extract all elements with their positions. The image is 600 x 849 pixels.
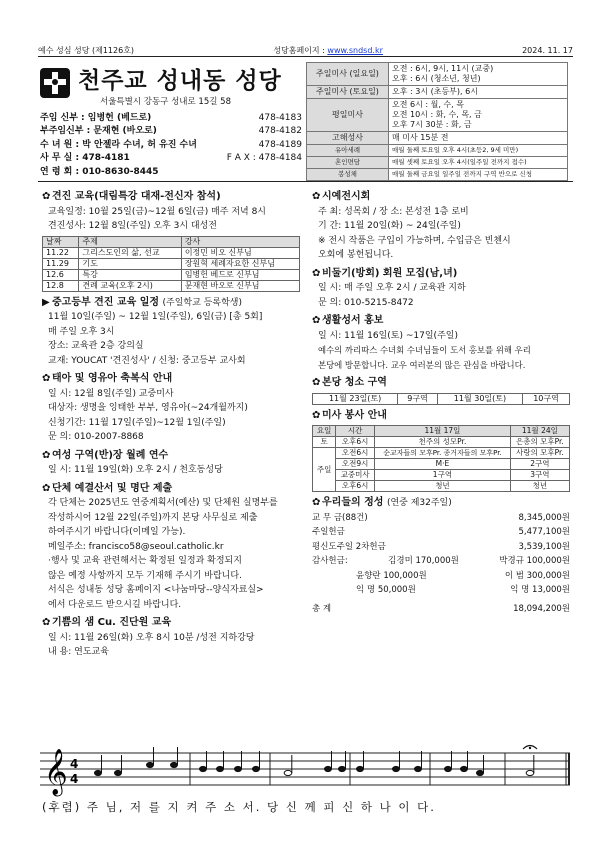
table-row: [313, 437, 570, 448]
text-line: 대상자: 생명을 잉태한 부부, 영유아(~24개월까지): [48, 403, 248, 413]
table-header: 날짜: [43, 236, 79, 247]
text-line: 11월 10일(주일) ~ 12월 1일(주일), 6일(금) [총 5회]: [48, 312, 263, 322]
mass-times: 매월 둘째 토요일 오후 4시(초등2, 9세 미만): [389, 145, 568, 157]
thanks-entry: 익 명 13,000원: [510, 585, 570, 595]
flower-bullet-icon: ✿: [42, 617, 51, 628]
mass-times: [389, 99, 568, 132]
offering-value: 8,345,000원: [518, 512, 570, 523]
text-line: 교육일정: 10월 25일(금)~12월 6일(금) 매주 저녁 8시: [48, 206, 267, 217]
section-title: [312, 376, 570, 391]
table-cell: 이정민 비오 신부님: [181, 247, 299, 258]
flower-bullet-icon: ✿: [42, 191, 51, 202]
staff-role: 사 무 실 : 478-4181: [40, 153, 130, 164]
text-line: 일 시: 11월 26일(화) 오후 8시 10분 /성전 지하강당: [48, 632, 255, 643]
confirmation-schedule-table: [42, 236, 300, 292]
staff-phone: 478-4189: [258, 139, 302, 150]
flower-bullet-icon: ✿: [42, 482, 51, 494]
table-row: [313, 393, 570, 404]
staff-list: [40, 112, 302, 179]
text-line: 교재: YOUCAT '견진성사' / 신청: 중고등부 교사회: [48, 355, 246, 366]
flower-bullet-icon: ✿: [42, 373, 51, 384]
table-cell: 11.29: [43, 258, 79, 269]
section-title: [312, 267, 570, 282]
offering-label: 주일헌금: [312, 527, 345, 537]
staff-row: [40, 152, 302, 165]
header-bar: [38, 43, 573, 57]
flower-bullet-icon: ✿: [42, 449, 51, 461]
table-cell: 견례 교육(오후 2시): [79, 280, 181, 291]
homepage-label: 성당홈페이지 :: [273, 45, 325, 55]
staff-phone: 478-4182: [258, 126, 302, 137]
table-header-row: [313, 426, 570, 437]
section-title: [42, 190, 300, 205]
table-cell: 주일: [313, 448, 336, 492]
mass-times: [389, 63, 568, 86]
offering-value: 3,539,100원: [518, 541, 570, 552]
mass-times: 매 미사 15분 전: [389, 132, 568, 145]
catholic-cross-logo-icon: [40, 68, 70, 98]
table-cell: 오후6시: [336, 437, 375, 448]
text-line: 서식은 성내동 성당 홈페이지 <나눔마당--양식자료실>: [48, 585, 264, 595]
homepage: [273, 45, 383, 56]
table-row: [313, 481, 570, 492]
offering-label: 평신도주일 2차헌금: [312, 541, 386, 552]
time-signature-top: 4: [70, 757, 79, 771]
table-cell: 은총의 모후Pr.: [510, 437, 569, 448]
table-cell: 9구역: [398, 393, 438, 404]
offering-row: [312, 540, 570, 555]
email-line[interactable]: 메일주소: francisco58@seoul.catholic.kr: [48, 541, 224, 552]
section-title: [42, 449, 300, 464]
thanks-label: 감사헌금:: [312, 556, 348, 566]
table-row: [313, 459, 570, 470]
text-line: 작성하시어 12월 22일(주일)까지 본당 사무실로 제출: [48, 512, 258, 523]
table-cell: 오전9시: [336, 459, 375, 470]
mass-time: 오전 : 6시, 9시, 11시 (교중): [392, 64, 494, 73]
text-line: 기 간: 11월 20일(화) ~ 24일(주일): [318, 221, 461, 231]
text-line: 각 단체는 2025년도 연중계획서(예산) 및 단체원 실명부를: [48, 498, 278, 508]
table-cell: 순교자들의 모후Pr. 종거자들의 모후Pr.: [375, 448, 511, 459]
left-column: [42, 186, 300, 660]
flower-bullet-icon: ✿: [312, 409, 321, 421]
mass-label: 주일미사 (일요일): [307, 63, 389, 86]
thanks-entry: 이 범 300,000원: [504, 570, 570, 581]
section-title-text: 생활성서 홍보: [322, 315, 384, 326]
header-divider: [38, 56, 573, 57]
table-cell: 기도: [79, 258, 181, 269]
table-cell: 12.6: [43, 269, 79, 280]
text-line: 일 시: 12월 8일(주일) 교중미사: [48, 388, 174, 399]
section-title-text: 여성 구역(반)장 월례 연수: [52, 449, 169, 461]
mass-time: 오후 : 6시 (청소년, 청년): [392, 74, 481, 83]
table-row: [43, 258, 300, 269]
table-cell: 2구역: [510, 459, 569, 470]
table-header: 시간: [336, 426, 375, 437]
table-header: 요일: [313, 426, 336, 437]
text-line: 않은 예정 사항까지 모두 기재해 주시기 바랍니다.: [48, 570, 242, 581]
parish-address: 서울특별시 강동구 성내로 15길 58: [100, 97, 231, 107]
right-column: [312, 186, 570, 616]
table-cell: 오전6시: [336, 448, 375, 459]
parish-name: 천주교 성내동 성당: [78, 68, 282, 94]
text-line: ·행사 및 교육 관련해서는 확정된 일정과 확정되지: [48, 556, 242, 566]
mass-time: 오전 6시 : 월, 수, 목: [392, 100, 464, 109]
bulletin-number: 예수 성심 성당 (제1126호): [38, 45, 135, 55]
offering-row: [312, 511, 570, 526]
section-title: [42, 296, 300, 311]
thanks-entry: 윤향란 100,000원: [356, 570, 427, 581]
table-row: [313, 470, 570, 481]
section-subtitle: (연중 제32주일): [386, 498, 452, 508]
table-cell: 오후6시: [336, 481, 375, 492]
mass-times: 매월 셋째 토요일 오후 4시(일주일 전까지 접수): [389, 157, 568, 169]
section-title: [312, 409, 570, 424]
mass-service-table: [312, 425, 570, 492]
section-title: [312, 314, 570, 329]
table-header: 11월 17일: [375, 426, 511, 437]
thanks-row: [312, 569, 570, 584]
table-cell: 사랑의 모후Pr.: [510, 448, 569, 459]
table-cell: 청년: [375, 481, 511, 492]
treble-clef-icon: 𝄞: [44, 749, 68, 795]
staff-phone: F A X : 478-4184: [226, 153, 302, 164]
offering-value: 5,477,100원: [518, 527, 570, 537]
section-title-text: 시예전시회: [322, 191, 371, 202]
homepage-link[interactable]: www.sndsd.kr: [327, 45, 383, 55]
table-cell: M·E: [375, 459, 511, 470]
table-cell: 임병헌 베드로 신부님: [181, 269, 299, 280]
staff-row: [40, 125, 302, 138]
hymn-lyric: (후렴) 주 님, 저 를 지 켜 주 소 서. 당 신 께 피 신 하 나 이 다.: [42, 800, 436, 814]
flower-bullet-icon: ✿: [312, 497, 321, 508]
mass-label: 주일미사 (토요일): [307, 86, 389, 99]
table-row: [43, 280, 300, 291]
triangle-bullet-icon: ▶: [42, 296, 50, 308]
mass-time: 오전 10시 : 화, 수, 목, 금: [392, 110, 482, 119]
staff-phone: 478-4183: [258, 113, 302, 123]
mass-schedule-table: [306, 62, 568, 181]
table-header: 강사: [181, 236, 299, 247]
staff-role: 연 령 회 : 010-8630-8445: [40, 166, 159, 177]
table-cell: 11월 23일(토): [313, 393, 398, 404]
flower-bullet-icon: ✿: [312, 267, 321, 279]
table-cell: 10구역: [523, 393, 570, 404]
table-cell: 11.22: [43, 247, 79, 258]
table-cell: 장원혁 세례자요한 신부님: [181, 258, 299, 269]
section-title: [42, 616, 300, 631]
text-line: 본당에 방문합니다. 교우 여러분의 많은 관심을 바랍니다.: [318, 359, 526, 370]
mass-times: [389, 86, 568, 99]
mass-times: 매월 둘째 금요일 일주일 전까지 구역 반으로 신청: [389, 169, 568, 181]
section-title: [42, 482, 300, 497]
section-divider: [38, 181, 573, 182]
section-title-text: 미사 봉사 안내: [322, 409, 387, 421]
staff-row: [40, 112, 302, 125]
staff-row: [40, 139, 302, 152]
mass-label: 평일미사: [307, 99, 389, 132]
table-cell: 천주의 성모Pr.: [375, 437, 511, 448]
table-cell: 문재현 바오로 신부님: [181, 280, 299, 291]
section-title-text: 태아 및 영유아 축복식 안내: [52, 373, 173, 384]
mass-time: 오후 7시 30분 : 화, 금: [392, 120, 472, 129]
table-cell: 11월 30일(토): [437, 393, 522, 404]
flower-bullet-icon: ✿: [312, 315, 321, 326]
text-line: 에서 다운로드 받으시길 바랍니다.: [48, 599, 182, 610]
table-cell: 청년: [510, 481, 569, 492]
mass-label: 유아세례: [307, 145, 389, 157]
mass-time: 오후 : 3시 (초등부), 6시: [392, 87, 478, 96]
text-line: 신청기간: 11월 17일(주일)~12월 1일(주일): [48, 417, 226, 428]
total-row: [312, 602, 570, 617]
text-line: 예수의 까리따스 수녀회 수녀님들이 도서 홍보를 위해 우리: [318, 345, 531, 355]
staff-role: 수 녀 원 : 박 안젤라 수녀, 허 유진 수녀: [40, 139, 197, 150]
table-row: [43, 247, 300, 258]
staff-role: 주임 신부 : 임병헌 (베드로): [40, 113, 152, 123]
total-label: 총 계: [312, 603, 332, 614]
table-cell: 3구역: [510, 470, 569, 481]
section-title-text: 중고등부 견진 교육 일정: [52, 296, 160, 308]
time-signature-bottom: 4: [70, 772, 79, 786]
text-line: 일 시: 11월 19일(화) 오후 2시 / 천호동성당: [48, 465, 223, 475]
table-header: 11월 24일: [510, 426, 569, 437]
flower-bullet-icon: ✿: [312, 377, 321, 388]
table-cell: 12.8: [43, 280, 79, 291]
table-cell: 교중미사: [336, 470, 375, 481]
text-line: 하여주시기 바랍니다(이메일 가능).: [48, 527, 186, 537]
section-title: [312, 190, 570, 205]
section-title-text: 기쁨의 샘 Cu. 진단원 교육: [52, 617, 172, 628]
flower-bullet-icon: ✿: [312, 191, 321, 202]
table-header: 주제: [79, 236, 181, 247]
thanks-row: [312, 583, 570, 598]
table-cell: 그리스도인의 삶, 선교: [79, 247, 181, 258]
thanks-entry: 김경미 170,000원: [388, 556, 459, 566]
table-cell: 1구역: [375, 470, 511, 481]
text-line: 주 최: 성목회 / 장 소: 본성전 1층 로비: [318, 206, 469, 217]
mass-row: [307, 157, 568, 169]
bulletin-date: 2024. 11. 17: [522, 45, 573, 55]
mass-row: [307, 145, 568, 157]
total-value: 18,094,200원: [513, 603, 570, 614]
mass-row: [307, 132, 568, 145]
section-title-text: 비둘기(방회) 회원 모집(남,녀): [322, 267, 458, 279]
mass-label: 고해성사: [307, 132, 389, 145]
text-line: 일 시: 11월 16일(토) ~17일(주일): [318, 330, 458, 341]
table-cell: 토: [313, 437, 336, 448]
staff-row: [40, 166, 302, 179]
offering-row: [312, 525, 570, 540]
mass-row: [307, 86, 568, 99]
section-subtitle: (주일학교 등록학생): [162, 297, 242, 308]
mass-row: [307, 63, 568, 86]
text-line: 문 의: 010-2007-8868: [48, 432, 144, 442]
text-line: 문 의: 010-5215-8472: [318, 297, 414, 308]
section-title-text: 단체 예결산서 및 명단 제출: [52, 482, 173, 494]
text-line: 오회에 봉헌됩니다.: [318, 250, 394, 260]
text-line: 매 주일 오후 3시: [48, 326, 115, 337]
mass-label: 혼인면담: [307, 157, 389, 169]
offering-label: 교 무 금(88건): [312, 512, 368, 523]
table-header-row: [43, 236, 300, 247]
text-line: 내 용: 연도교육: [48, 647, 109, 657]
text-line: 견진성사: 12월 8일(주일) 오후 3시 대성전: [48, 221, 217, 231]
section-title-text: 견진 교육(대림특강 대재-전신자 참석): [52, 191, 221, 202]
text-line: 일 시: 매 주일 오후 2시 / 교육관 지하: [318, 283, 466, 293]
text-line: ※ 전시 작품은 구입이 가능하며, 수입금은 빈첸시: [318, 235, 511, 246]
mass-label: 봉성체: [307, 169, 389, 181]
thanks-entry: 익 명 50,000원: [356, 585, 416, 595]
section-title-text: 우리들의 정성: [322, 497, 384, 508]
staff-role: 부주임신부 : 문재현 (바오로): [40, 126, 157, 137]
thanks-row: [312, 554, 570, 569]
hymn-staff: [40, 743, 570, 797]
table-row: [43, 269, 300, 280]
table-row: [313, 448, 570, 459]
section-title: [42, 372, 300, 387]
section-title-text: 본당 청소 구역: [322, 377, 387, 388]
text-line: 장소: 교육관 2층 강의실: [48, 341, 144, 351]
table-cell: 특강: [79, 269, 181, 280]
mass-row: [307, 99, 568, 132]
thanks-entry: 박경규 100,000원: [499, 556, 570, 566]
cleaning-table: [312, 393, 570, 405]
mass-row: [307, 169, 568, 181]
section-title: [312, 496, 570, 511]
